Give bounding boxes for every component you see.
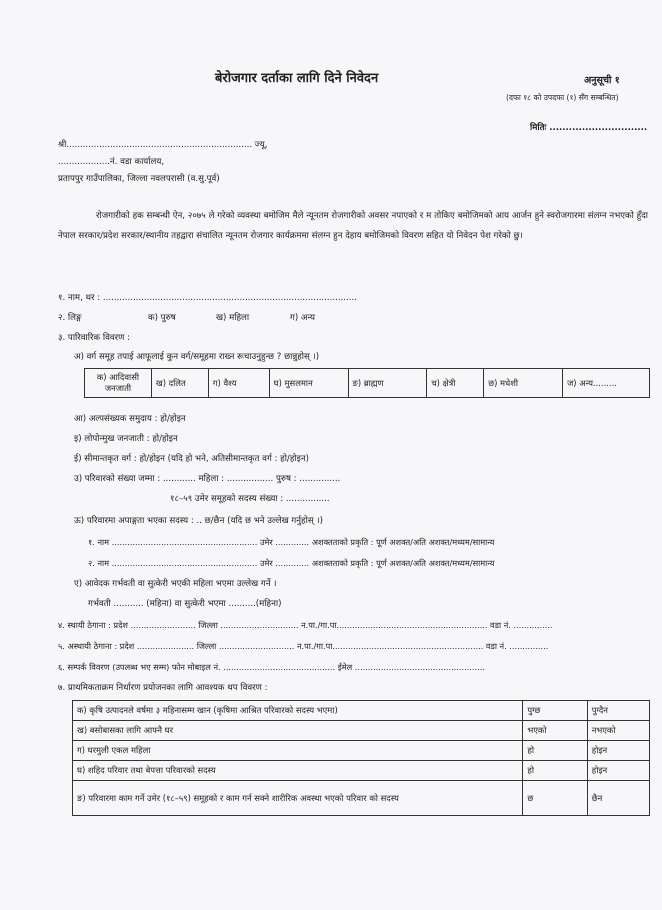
addressee-line: श्री.................................................................... ज्यू, — [58, 140, 268, 150]
group-question: अ) वर्ग समूह तपाई आफूलाई कुन वर्ग/समूहमा राख्न रूचाउनुहुन्छ ? छान्नुहोस् ।) — [74, 352, 320, 362]
group-cell-muslim: घ) मुसलमान — [269, 369, 348, 398]
schedule-note: (दफा १८ को उपदफा (१) सँग सम्बन्धित) — [506, 93, 619, 102]
group-cell-madhesi: छ) मधेशी — [484, 369, 563, 398]
priority-label: ङ) परिवारमा काम गर्ने उमेर (१८–५९) समूहको र काम गर्न सक्ने शारीरिक अवस्था भएको परिवार को सदस्य — [73, 781, 523, 816]
intro-paragraph: रोजगारीको हक सम्बन्धी ऐन, २०७५ ले गरेको व्यवस्था बमोजिम मैले न्यूनतम रोजगारीको अवसर नपाएको र म तोकिए बमोजिमको आय आर्जन हुने स्वरोजगारमा संलग्न नभएको हुँदा नेपाल सरकार/प्रदेश सरकार/स्थानीय तहद्वारा संचालित न्यूनतम रोजगार कार्यक्रममा संलग्न हुन देहाय बमोजिमको विवरण सहित यो निवेदन पेश गरेको छु। — [58, 211, 648, 241]
priority-no: छैन — [587, 781, 649, 816]
ward-office-line: ...................नं. वडा कार्यालय, — [58, 157, 165, 167]
gender-male: क) पुरुष — [148, 313, 176, 323]
priority-yes: हो — [523, 741, 587, 761]
priority-yes: भएको — [523, 721, 587, 741]
priority-table — [72, 700, 650, 816]
group-cell-dalit: ख) दलित — [151, 369, 208, 398]
group-cell-brahmin: ङ) ब्राह्मण — [348, 369, 427, 398]
municipality-line: प्रतापपुर गाउँपालिका, जिल्ला नवलपरासी (व.सु.पूर्व) — [58, 174, 220, 184]
priority-row — [73, 741, 650, 761]
priority-row — [73, 761, 650, 781]
family-count-line: उ) परिवारको संख्या जम्मा : ............ महिला : ................. पुरुष : ............... — [74, 474, 341, 484]
priority-row — [73, 721, 650, 741]
priority-no: होइन — [587, 741, 649, 761]
group-row — [85, 369, 650, 398]
gender-label: २. लिङ्ग — [58, 313, 82, 323]
temporary-address: ५. अस्थायी ठेगाना : प्रदेश ...................... जिल्ला ............................. न.पा./गा.पा.......................................................... वडा नं. ............... — [58, 641, 549, 651]
permanent-address: ४. स्थायी ठेगाना : प्रदेश ......................... जिल्ला .............................. न.पा./गा.पा.......................................................... वडा नं. ............... — [58, 620, 553, 630]
family-age-count-line: १८–५९ उमेर समूहको सदस्य संख्या : ................ — [170, 494, 330, 504]
priority-label: ग) घरमुली एकल महिला — [73, 741, 523, 761]
disabled-member-2: २. नाम ........................................................ उमेर ............. अशक्तताको प्रकृति : पूर्ण अशक्त/अति अशक्त/मध्यम/सामान्य — [88, 558, 495, 568]
group-cell-indigenous: क) आदिवासी जनजाती — [85, 369, 152, 398]
priority-no: पुग्दैन — [587, 701, 649, 721]
priority-row — [73, 701, 650, 721]
name-field: १. नाम, थर : ............................................................................................. — [58, 293, 357, 303]
date-field: मितिः .............................. — [530, 123, 648, 133]
contact-details: ६. सम्पर्क विवरण (उपलब्ध भए सम्म) फोन मोबाइल नं. ........................................... ईमेल .................................................. — [58, 662, 485, 672]
family-heading: ३. पारिवारिक विवरण : — [58, 333, 130, 343]
endangered-line: इ) लोपोन्मुख जनजाती : हो/होइन — [74, 434, 178, 444]
group-table — [84, 368, 650, 398]
priority-label: घ) शहिद परिवार तथा बेपत्ता परिवारको सदस्य — [73, 761, 523, 781]
group-cell-chhetri: च) क्षेत्री — [427, 369, 484, 398]
gender-female: ख) महिला — [216, 313, 250, 323]
priority-no: नभएको — [587, 721, 649, 741]
minority-line: आ) अल्पसंख्यक समुदाय : हो/होइन — [74, 414, 186, 424]
group-cell-vaishya: ग) वैश्य — [208, 369, 269, 398]
marginal-line: ई) सीमान्तकृत वर्ग : हो/होइन (यदि हो भने, अतिसीमान्तकृत वर्ग : हो/होइन) — [74, 454, 309, 464]
priority-label: ख) बसोबासका लागि आफ्नै घर — [73, 721, 523, 741]
pregnant-note: ए) आवेदक गर्भवती वा सुत्केरी भएकी महिला भएमा उल्लेख गर्ने । — [74, 579, 277, 589]
priority-yes: हो — [523, 761, 587, 781]
schedule-label: अनुसूची १ — [584, 75, 620, 86]
disabled-member-1: १. नाम ........................................................ उमेर ............. अशक्तताको प्रकृति : पूर्ण अशक्त/अति अशक्त/मध्यम/सामान्य — [88, 537, 495, 547]
priority-yes: छ — [523, 781, 587, 816]
group-cell-other: ज) अन्य......... — [563, 369, 650, 398]
form-title: बेरोजगार दर्ताका लागि दिने निवेदन — [215, 71, 379, 86]
pregnant-line: गर्भवती ........... (महिना) वा सुत्केरी भएमा ..........(महिना) — [88, 599, 282, 609]
priority-heading: ७. प्राथमिकताक्रम निर्धारण प्रयोजनका लागि आवश्यक थप विवरण : — [58, 683, 268, 693]
priority-yes: पुग्छ — [523, 701, 587, 721]
disabled-members-line: ऊ) परिवारमा अपाङ्गता भएका सदस्य : .. छ/छैन (यदि छ भने उल्लेख गर्नुहोस् ।) — [74, 516, 323, 526]
priority-row — [73, 781, 650, 816]
priority-no: होइन — [587, 761, 649, 781]
gender-other: ग) अन्य — [290, 313, 316, 323]
priority-label: क) कृषि उत्पादनले वर्षमा ३ महिनासम्म खान (कृषिमा आश्रित परिवारको सदस्य भएमा) — [73, 701, 523, 721]
